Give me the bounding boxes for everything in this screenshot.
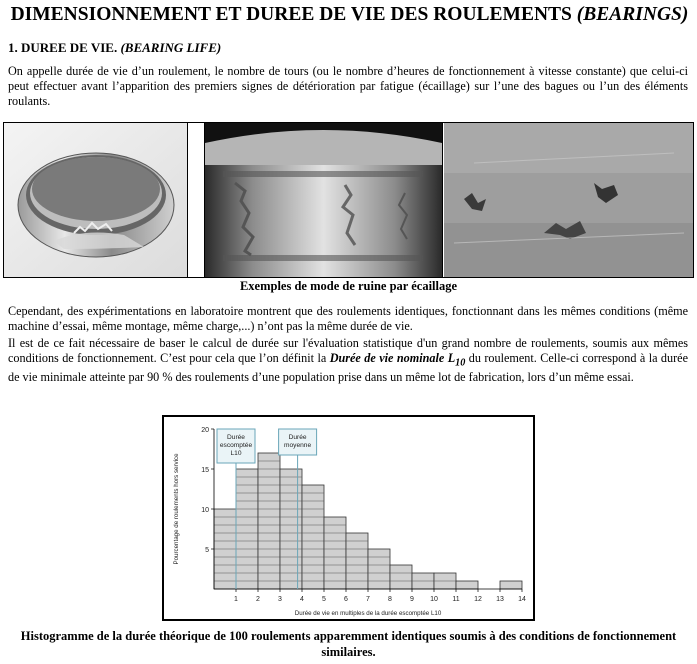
paragraph-experiments: Cependant, des expérimentations en laboratoire montrent que des roulements identiques, fonctionnant dans les mêmes conditions (même machine d’essai, même montage, même charge,...) n’ont pas la même durée de vie. [8,304,688,333]
x-tick-label: 5 [322,596,326,603]
nominal-life-term-text: Durée de vie nominale L [329,351,456,365]
histogram-chart [162,415,535,621]
x-tick-label: 11 [452,596,460,603]
title-italic: (BEARINGS) [576,4,689,25]
annotation-label: escomptée [219,442,253,449]
x-tick-label: 8 [388,596,392,603]
x-tick-label: 2 [256,596,260,603]
y-tick-label: 15 [201,467,209,474]
nominal-life-term-sub: 10 [455,357,466,369]
paragraph-nominal-life [8,336,688,385]
section-heading-italic: (BEARING LIFE) [120,40,222,55]
y-axis-label: Pourcentage de roulements hors service [173,453,180,565]
section-heading-text: 1. DUREE DE VIE. [8,40,121,55]
histogram-bar [500,581,522,589]
x-tick-label: 6 [344,596,348,603]
x-tick-label: 13 [496,596,504,603]
x-tick-label: 9 [410,596,414,603]
annotation-label: Durée [227,434,245,441]
y-tick-label: 10 [201,507,209,514]
x-tick-label: 3 [278,596,282,603]
histogram-svg [164,417,533,619]
title-text: DIMENSIONNEMENT ET DUREE DE VIE DES ROULEMENTS [10,4,577,25]
bearing-ring-photo [4,123,188,277]
annotation-label: moyenne [284,442,312,449]
y-tick-label: 5 [205,547,209,554]
annotation-label: Durée [288,434,307,441]
section-heading [8,40,221,56]
histogram-bar [324,517,346,589]
page-title [8,4,691,26]
annotation-label: L10 [230,450,242,457]
histogram-bar [280,469,302,589]
histogram-bar [302,485,324,589]
nominal-life-text-after: du roulement. Celle-ci correspond à la durée de vie minimale atteinte par 90 % des roulements d’une population prise dans un même lot de fabrication, lors d’un même essai. [8,351,689,385]
paragraph-definition: On appelle durée de vie d’un roulement, le nombre de tours (ou le nombre d’heures de fonctionnement à vitesse constante) que celui-ci peut effectuer avant l’apparition des premiers signes de détérioration par fatigue (écaillage) sur l’une des bagues ou l’un des éléments roulants. [8,64,688,108]
x-tick-label: 4 [300,596,304,603]
histogram-bar [456,581,478,589]
histogram-bar [390,565,412,589]
x-tick-label: 12 [474,596,482,603]
x-tick-label: 7 [366,596,370,603]
y-tick-label: 20 [201,427,209,434]
histogram-bar [368,549,390,589]
nominal-life-text-before: Il est de ce fait nécessaire de baser le calcul de durée sur l'évaluation statistique d'un grand nombre de roulements, soumis aux mêmes conditions de fonctionnement. C’est pour cela que l’on définit la [8,336,688,365]
chart-caption: Histogramme de la durée théorique de 100 roulements apparemment identiques soumis à des conditions de fonctionnement similaires. [20,629,677,659]
photos-caption: Exemples de mode de ruine par écaillage [239,279,458,293]
histogram-bar [346,533,368,589]
nominal-life-term [329,351,466,369]
histogram-bar [258,453,280,589]
photo-strip [3,122,694,278]
x-axis-label: Durée de vie en multiples de la durée escomptée L10 [294,610,442,617]
outer-race-photo [204,123,443,277]
x-tick-label: 10 [430,596,438,603]
x-tick-label: 1 [234,596,238,603]
x-tick-label: 14 [518,596,526,603]
spalling-closeup-photo [444,123,693,277]
histogram-bar [236,469,258,589]
